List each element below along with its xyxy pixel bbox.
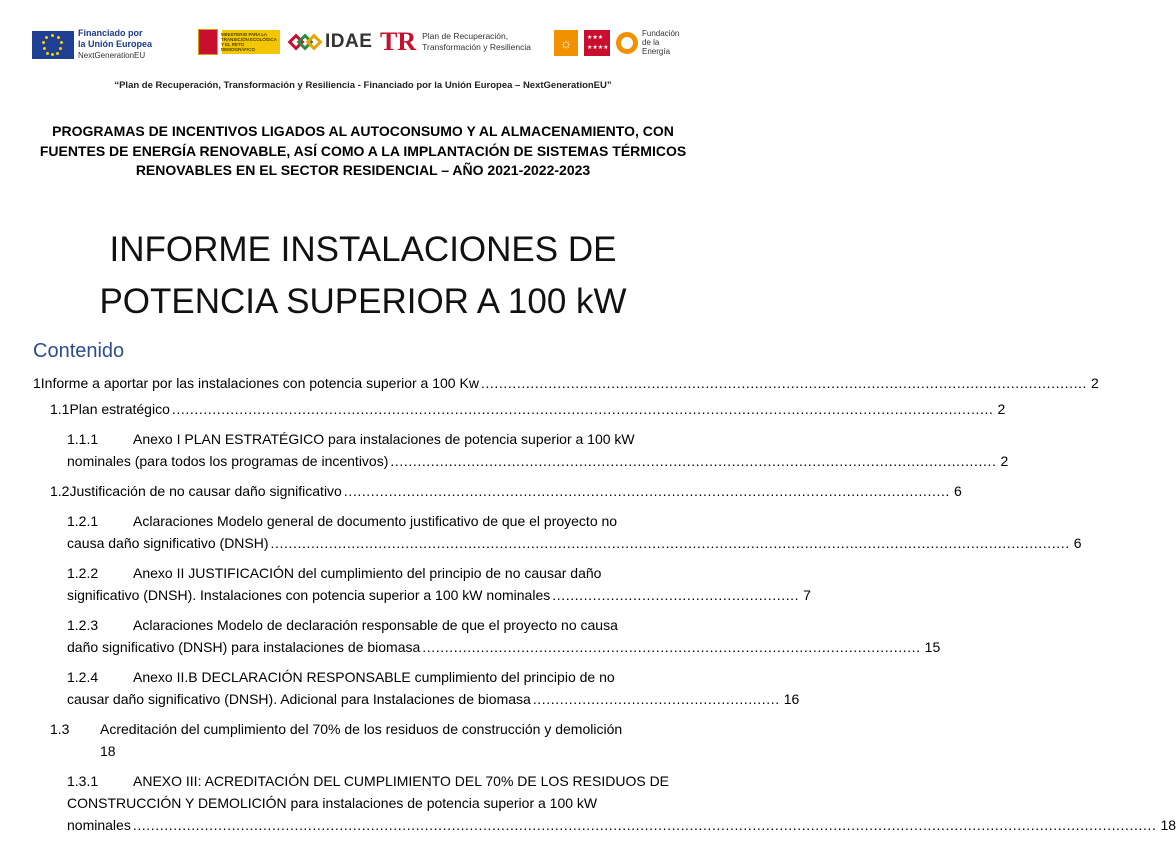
energy-agency-icon: ☼ (554, 30, 578, 56)
toc-page: 6 (953, 483, 962, 499)
toc-entry-1-2-1[interactable] (67, 510, 1082, 554)
foundation-text-line1: Fundación (642, 29, 680, 38)
toc-text-line1: Anexo I PLAN ESTRATÉGICO para instalaciones de potencia superior a 100 kW (133, 431, 635, 447)
logo-bar (0, 22, 726, 66)
toc-entry-1-1-1[interactable] (67, 428, 1009, 472)
madrid-flag-icon: ★★★ ★★★★ (584, 30, 610, 56)
toc-text-line3: nominales (67, 817, 131, 833)
toc-leader: ....................................................... (552, 587, 800, 603)
recovery-plan-logo (380, 29, 531, 55)
toc-leader: ............................................................................................................... (422, 639, 921, 655)
document-title (20, 224, 706, 328)
program-heading-line2: FUENTES DE ENERGÍA RENOVABLE, ASÍ COMO A LA IMPLANTACIÓN DE SISTEMAS TÉRMICOS (39, 142, 687, 159)
contents-heading: Contenido (33, 340, 125, 362)
toc-number: 1.1 (50, 401, 70, 417)
plan-text-line2: Transformación y Resiliencia (422, 42, 531, 52)
eu-text-line3: NextGenerationEU (78, 51, 146, 60)
idae-mark-icon (288, 29, 322, 55)
toc-number: 1.2.3 (67, 617, 99, 633)
regional-logos (554, 29, 679, 56)
toc-page: 2 (997, 401, 1006, 417)
toc-leader: .................................................................................................................................................................................................................................... (132, 817, 1157, 833)
program-heading-line3: RENOVABLES EN EL SECTOR RESIDENCIAL – AÑO 2021-2022-2023 (135, 162, 591, 178)
foundation-text-line2: de la (642, 38, 660, 47)
toc-leader: ....................................................................................................................................... (480, 375, 1088, 391)
toc-leader: .................................................................................................................................................................................. (270, 535, 1070, 551)
toc-page: 18 (1160, 817, 1176, 833)
toc-text-line1: Aclaraciones Modelo de declaración responsable de que el proyecto no causa (133, 617, 618, 633)
toc-number: 1.3.1 (67, 773, 99, 789)
toc-page: 6 (1073, 535, 1082, 551)
toc-leader: ....................................................................................................................................... (390, 453, 997, 469)
foundation-text-line3: Energía (642, 47, 671, 56)
program-heading (30, 122, 696, 181)
eu-text-line2: la Unión Europea (78, 39, 153, 49)
toc-entry-1[interactable] (33, 372, 1099, 394)
toc-number: 1.2.4 (67, 669, 99, 685)
coat-of-arms-icon (198, 29, 218, 55)
program-heading-line1: PROGRAMAS DE INCENTIVOS LIGADOS AL AUTOCONSUMO Y AL ALMACENAMIENTO, CON (52, 123, 674, 139)
ministry-text: MINISTERIO PARA LA TRANSICIÓN ECOLÓGICA Y EL RETO DEMOGRÁFICO (221, 32, 277, 52)
eu-logo (32, 28, 152, 61)
foundation-ring-icon (616, 32, 638, 54)
toc-page: 18 (100, 743, 116, 759)
document-title-line1: INFORME INSTALACIONES DE (109, 230, 617, 269)
toc-entry-1-1[interactable] (50, 398, 1006, 420)
toc-number: 1 (33, 375, 41, 391)
toc-leader: ....................................................................................................................................................................................... (171, 401, 994, 417)
toc-page: 2 (1000, 453, 1009, 469)
toc-text-line1: Acreditación del cumplimiento del 70% de los residuos de construcción y demolición (100, 721, 623, 737)
toc-text: Plan estratégico (69, 401, 170, 417)
toc-text: Justificación de no causar daño significativo (69, 483, 342, 499)
toc-text-line1: Aclaraciones Modelo general de documento justificativo de que el proyecto no (133, 513, 618, 529)
toc-page: 15 (924, 639, 941, 655)
document-title-line2: POTENCIA SUPERIOR A 100 kW (99, 282, 627, 321)
toc-number: 1.1.1 (67, 431, 99, 447)
idae-wordmark: IDAE (325, 31, 373, 52)
idae-logo (288, 29, 372, 55)
toc-page: 7 (803, 587, 811, 603)
toc-text-line2: CONSTRUCCIÓN Y DEMOLICIÓN para instalaciones de potencia superior a 100 kW (67, 795, 598, 811)
toc-number: 1.2.2 (67, 565, 99, 581)
toc-text-line2: causa daño significativo (DNSH) (67, 535, 269, 551)
plan-text-line1: Plan de Recuperación, (422, 31, 509, 41)
toc-number: 1.3 (50, 721, 70, 737)
tr-mark-icon: TR (380, 27, 417, 56)
eu-flag-icon (32, 31, 74, 59)
toc-leader: ....................................................................................................................................... (343, 483, 950, 499)
toc-page: 2 (1091, 375, 1099, 391)
toc-page: 16 (783, 691, 800, 707)
toc-text-line1: ANEXO III: ACREDITACIÓN DEL CUMPLIMIENTO DEL 70% DE LOS RESIDUOS DE (133, 773, 670, 789)
toc-text-line1: Anexo II JUSTIFICACIÓN del cumplimiento del principio de no causar daño (133, 565, 602, 581)
toc-text: Informe a aportar por las instalaciones con potencia superior a 100 Kw (40, 375, 479, 391)
toc-text-line1: Anexo II.B DECLARACIÓN RESPONSABLE cumplimiento del principio de no (133, 669, 615, 685)
funding-tagline: “Plan de Recuperación, Transformación y Resiliencia - Financiado por la Unión Europea – NextGenerationEU” (114, 80, 612, 91)
toc-number: 1.2.1 (67, 513, 99, 529)
toc-text-line2: nominales (para todos los programas de incentivos) (67, 453, 389, 469)
toc-entry-1-3-1[interactable] (67, 770, 1176, 836)
toc-entry-1-2-3[interactable] (67, 614, 941, 658)
toc-entry-1-2-2[interactable] (67, 562, 811, 606)
toc-entry-1-3[interactable] (50, 718, 683, 762)
toc-text-line2: daño significativo (DNSH) para instalaciones de biomasa (67, 639, 421, 655)
toc-entry-1-2[interactable] (50, 480, 962, 502)
toc-leader: ....................................................... (532, 691, 780, 707)
toc-number: 1.2 (50, 483, 70, 499)
toc-text-line2: causar daño significativo (DNSH). Adicional para Instalaciones de biomasa (67, 691, 531, 707)
eu-text-line1: Financiado por (78, 28, 143, 38)
ministry-logo (198, 28, 280, 56)
toc-text-line2: significativo (DNSH). Instalaciones con potencia superior a 100 kW nominales (67, 587, 551, 603)
toc-entry-1-2-4[interactable] (67, 666, 800, 710)
